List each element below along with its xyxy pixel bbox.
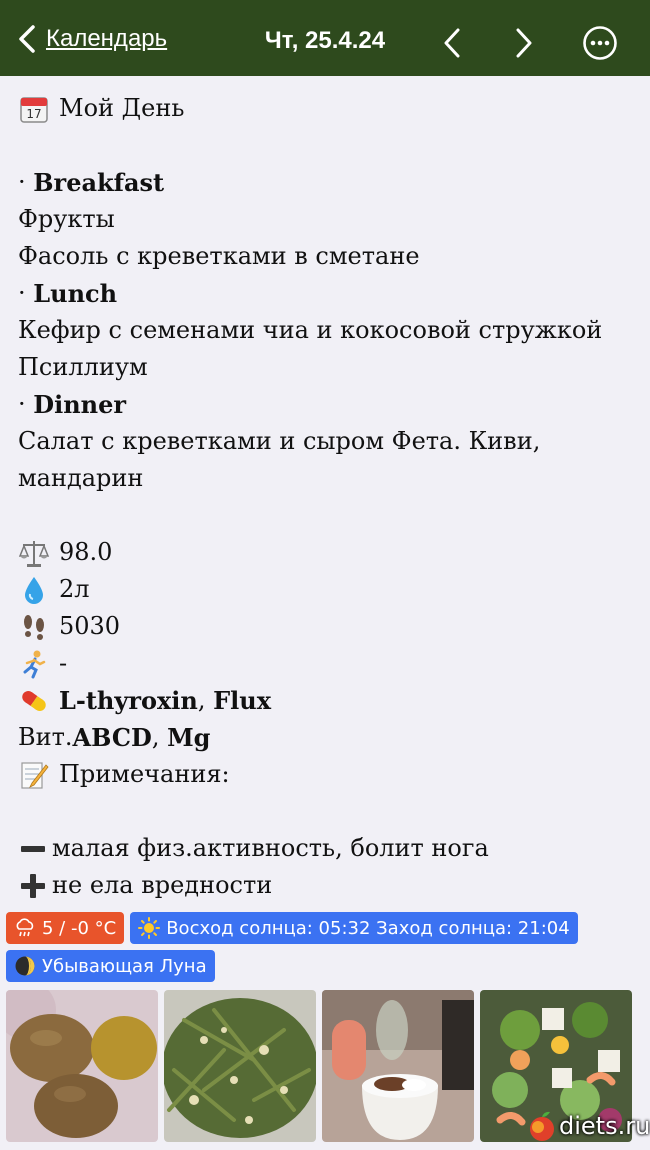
- note-title-line: [18, 90, 638, 127]
- weather-chip[interactable]: [6, 912, 124, 944]
- plus-note: не ела вредности: [52, 871, 273, 899]
- chevron-right-icon: [512, 28, 536, 58]
- chevron-left-icon: [440, 28, 464, 58]
- note-content[interactable]: [18, 90, 638, 904]
- sun-icon: [138, 917, 160, 939]
- back-button[interactable]: [16, 24, 167, 54]
- dinner-item: Салат с креветками и сыром Фета. Киви, мандарин: [18, 427, 541, 492]
- pills-line: L-thyroxin , Flux: [18, 682, 638, 719]
- vitamin-name: Mg: [167, 723, 211, 752]
- next-day-button[interactable]: [512, 28, 536, 58]
- weather-text: 5 / -0 °C: [42, 917, 117, 939]
- breakfast-item: Фрукты: [18, 205, 115, 233]
- top-bar: [0, 0, 650, 76]
- footprints-icon: [18, 611, 50, 643]
- notes-heading-line: [18, 756, 638, 793]
- pill-icon: [18, 685, 50, 717]
- calendar-icon: [18, 93, 50, 125]
- vitamin-name: ABCD: [72, 723, 152, 752]
- note-title: Мой День: [59, 94, 185, 122]
- more-icon: [582, 25, 618, 61]
- breakfast-label: Breakfast: [33, 168, 165, 197]
- photo-thumbnail[interactable]: [6, 990, 158, 1142]
- plus-icon: [18, 871, 48, 901]
- info-chips: [6, 912, 646, 988]
- dinner-label: Dinner: [33, 390, 127, 419]
- watermark: [528, 1110, 650, 1142]
- minus-note: малая физ.активность, болит нога: [52, 834, 489, 862]
- plus-note-line: [18, 867, 638, 904]
- rain-cloud-icon: [14, 917, 36, 939]
- water-line: [18, 571, 638, 608]
- droplet-icon: [18, 574, 50, 606]
- activity-line: [18, 645, 638, 682]
- lunch-label: Lunch: [33, 279, 118, 308]
- sun-chip[interactable]: [130, 912, 577, 944]
- breakfast-heading: · Breakfast: [18, 164, 638, 201]
- scale-icon: [18, 537, 50, 569]
- memo-icon: [18, 759, 50, 791]
- steps-value: 5030: [59, 612, 121, 640]
- lunch-item: Кефир с семенами чиа и кокосовой стружкой: [18, 316, 603, 344]
- date-title: Чт, 25.4.24: [264, 27, 386, 54]
- moon-text: Убывающая Луна: [42, 955, 207, 977]
- notes-label: Примечания:: [59, 760, 230, 788]
- apple-logo-icon: [528, 1110, 556, 1142]
- chevron-left-icon: [16, 24, 38, 54]
- lunch-item: Псиллиум: [18, 353, 148, 381]
- sun-text: Восход солнца: 05:32 Заход солнца: 21:04: [166, 917, 570, 939]
- vitamins-line: Вит. ABCD , Mg: [18, 719, 638, 756]
- steps-line: [18, 608, 638, 645]
- dinner-heading: · Dinner: [18, 386, 638, 423]
- previous-day-button[interactable]: [440, 28, 464, 58]
- minus-note-line: [18, 830, 638, 867]
- runner-icon: [18, 648, 50, 680]
- photo-thumbnail[interactable]: [164, 990, 316, 1142]
- weight-value: 98.0: [59, 538, 113, 566]
- moon-chip[interactable]: [6, 950, 215, 982]
- vitamins-prefix: Вит.: [18, 723, 73, 751]
- water-value: 2л: [59, 575, 90, 603]
- svg-text:17: 17: [26, 106, 42, 121]
- activity-value: -: [59, 649, 68, 677]
- moon-icon: [14, 955, 36, 977]
- back-label[interactable]: Календарь: [46, 25, 168, 52]
- breakfast-item: Фасоль с креветками в сметане: [18, 242, 420, 270]
- lunch-heading: · Lunch: [18, 275, 638, 312]
- minus-icon: [18, 834, 48, 864]
- more-options-button[interactable]: [582, 25, 618, 61]
- watermark-text: diets.ru: [559, 1112, 650, 1140]
- pill-name: L-thyroxin: [59, 686, 198, 715]
- weight-line: [18, 534, 638, 571]
- pill-name: Flux: [213, 686, 272, 715]
- photo-thumbnail[interactable]: [322, 990, 474, 1142]
